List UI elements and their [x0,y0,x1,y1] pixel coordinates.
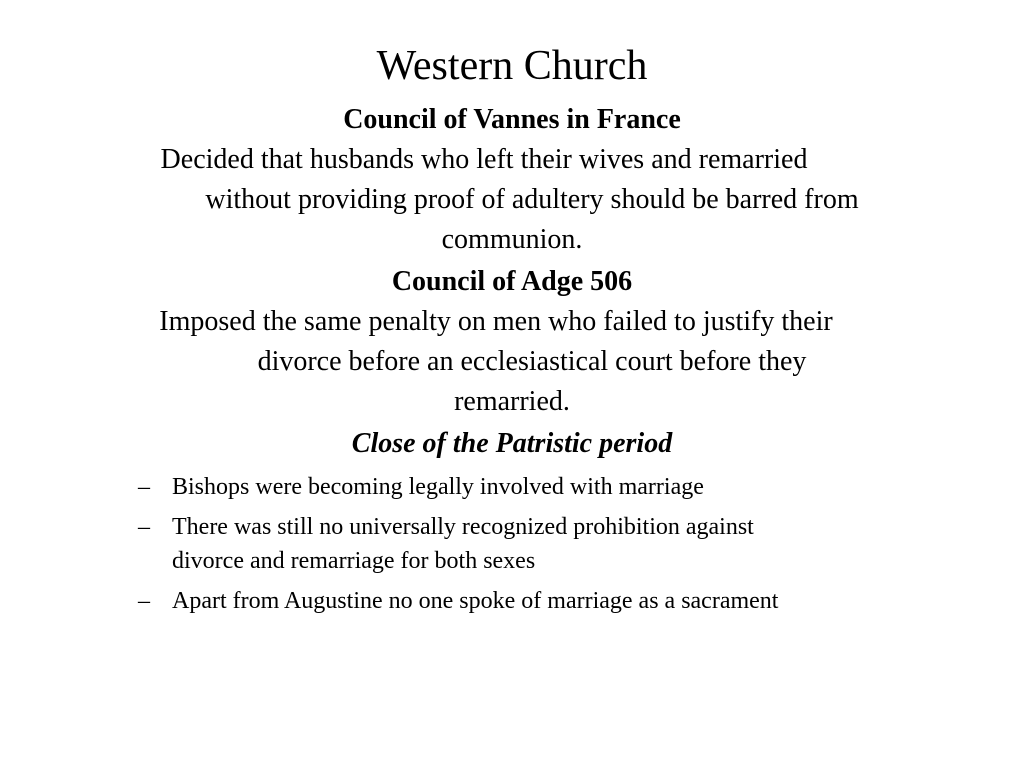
text-line: communion. [441,224,583,255]
bullet-text: Apart from Augustine no one spoke of marriage as a sacrament [172,588,779,614]
bullet-dash: – [138,474,150,500]
section-text-vannes [80,140,944,260]
bullet-list [138,470,918,618]
section-text-adge [80,302,944,422]
bullet-text: Bishops were becoming legally involved with marriage [172,474,704,500]
bullet-dash: – [138,588,150,614]
slide-body [80,100,944,624]
bullet-dash: – [138,514,150,540]
section-heading-vannes: Council of Vannes in France [343,104,681,135]
bullet-text: divorce and remarriage for both sexes [172,548,536,574]
text-line: Imposed the same penalty on men who failed to justify their [159,306,833,337]
closing-heading: Close of the Patristic period [351,428,673,459]
bullet-item [138,470,918,504]
text-line: without providing proof of adultery should be barred from [205,184,859,215]
bullet-item [138,584,918,618]
text-line: divorce before an ecclesiastical court before they [257,346,807,377]
text-line: Decided that husbands who left their wives and remarried [160,144,808,175]
section-heading-adge: Council of Adge 506 [391,266,633,297]
bullet-text: There was still no universally recognized prohibition against [172,514,754,540]
bullet-item [138,510,918,578]
slide-title: Western Church [376,43,648,89]
text-line: remarried. [454,386,570,417]
